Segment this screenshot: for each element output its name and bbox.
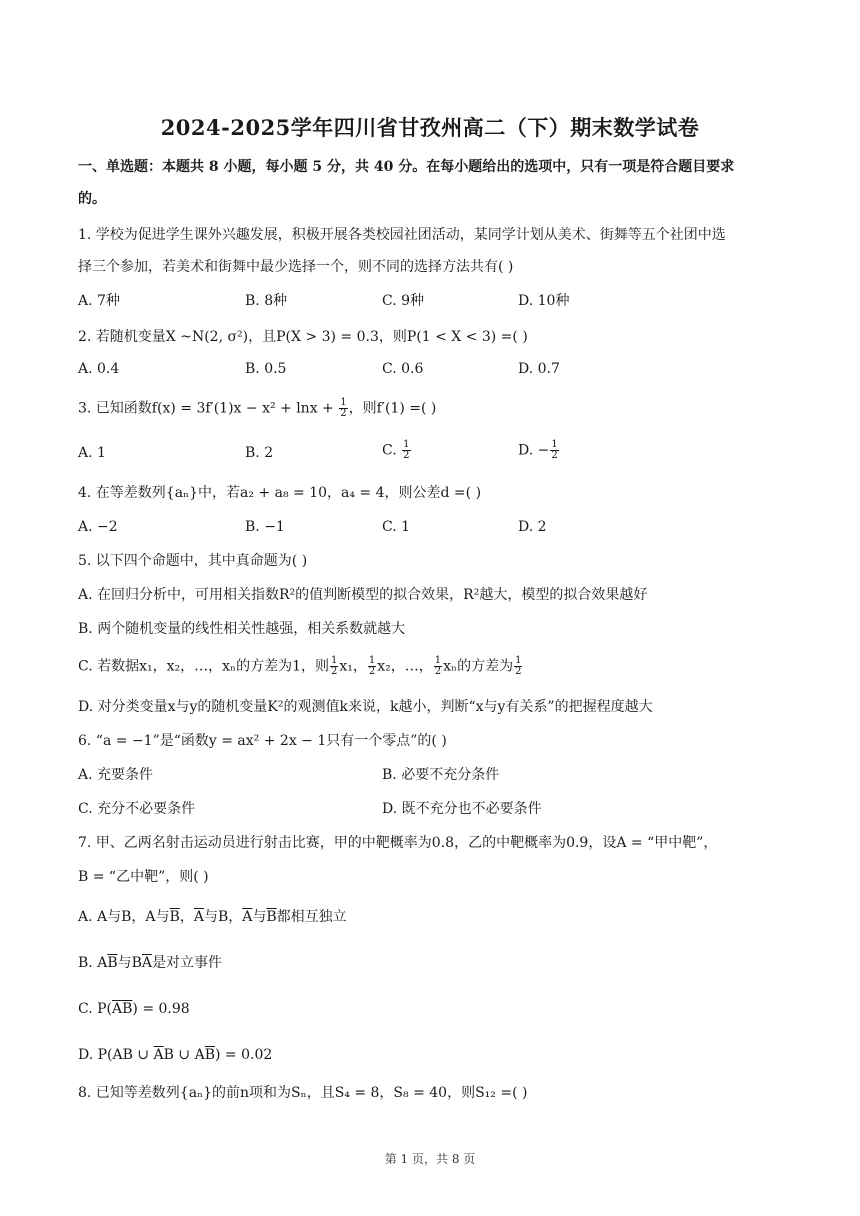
section-header-line1: 一、单选题：本题共 8 小题，每小题 5 分，共 40 分。在每小题给出的选项中，只有一项是符合题目要求 [78,159,735,175]
q2-option-b: B. 0.5 [245,361,287,377]
text: A. A与B，A与 [78,909,170,925]
q7-stem-line1: 7. 甲、乙两名射击运动员进行射击比赛，甲的中靶概率为0.8，乙的中靶概率为0.9，设A = “甲中靶”， [78,835,718,851]
q6-option-c: C. 充分不必要条件 [78,801,196,817]
q7-option-d [78,1046,272,1064]
fraction [368,656,376,677]
text: 与 [252,909,267,925]
q3-fraction [339,398,347,419]
complement: $\overline{AB}$ [112,1001,133,1017]
text: 与B， [203,909,243,925]
q7-option-a [78,908,347,926]
text: 与B [117,955,142,971]
q5-option-c-part4: xₙ的方差为 [443,658,514,675]
fraction-denominator: 2 [331,666,338,677]
q4-stem: 4. 在等差数列{aₙ}中，若a₂ + a₈ = 10，a₄ = 4，则公差d =( ) [78,485,482,501]
complement: $\overline{A}$ [153,1047,164,1063]
fraction-denominator: 2 [515,666,522,677]
text: ， [179,909,194,925]
page-footer: 第 1 页，共 8 页 [384,1152,476,1166]
fraction-numerator: 1 [515,655,522,666]
fraction-numerator: 1 [551,439,558,450]
q2-option-d: D. 0.7 [518,361,560,377]
section-header-line2: 的。 [78,191,106,207]
complement: $\overline{B}$ [266,909,277,925]
text: D. P(AB ∪ [78,1047,154,1063]
q6-option-a: A. 充要条件 [78,767,154,783]
fraction-denominator: 2 [368,666,376,677]
q4-option-c: C. 1 [382,519,411,535]
q3-option-d-fraction [550,440,558,461]
q5-option-c [78,656,523,677]
q7-option-b [78,954,222,972]
text: C. P( [78,1001,112,1017]
q2-stem: 2. 若随机变量X ~N(2, σ²)，且P(X > 3) = 0.3，则P(1 < X < 3) =( ) [78,329,528,345]
text: 是对立事件 [152,955,223,971]
q1-stem-line1: 1. 学校为促进学生课外兴趣发展，积极开展各类校园社团活动，某同学计划从美术、街舞等五个社团中选 [78,227,726,243]
q5-option-c-part1: C. 若数据x₁，x₂，…，xₙ的方差为1，则 [78,658,329,675]
q5-option-d: D. 对分类变量x与y的随机变量K²的观测值k来说，k越小，判断“x与y有关系”的把握程度越大 [78,699,653,715]
q6-stem: 6. “a = −1”是“函数y = ax² + 2x − 1只有一个零点”的( ) [78,733,447,749]
fraction-denominator: 2 [340,408,347,419]
q3-stem [78,398,436,419]
q2-option-a: A. 0.4 [78,361,120,377]
q3-option-c-label: C. [382,442,402,459]
q5-option-c-part2: x₁， [339,658,367,675]
q2-option-c: C. 0.6 [382,361,424,377]
complement: $\overline{A}$ [193,909,204,925]
q3-stem-b: ，则f′(1) =( ) [348,400,437,417]
fraction-numerator: 1 [368,655,376,666]
q5-stem: 5. 以下四个命题中，其中真命题为( ) [78,553,308,569]
q5-option-a: A. 在回归分析中，可用相关指数R²的值判断模型的拟合效果，R²越大，模型的拟合效果越好 [78,587,648,603]
q1-option-c: C. 9种 [382,293,425,309]
q3-option-c [382,440,412,461]
q5-option-c-part3: x₂，…， [377,658,433,675]
q3-option-c-fraction [402,440,410,461]
q7-option-c [78,1000,190,1018]
q4-option-a: A. −2 [78,519,118,535]
fraction-numerator: 1 [403,439,410,450]
q3-option-a: A. 1 [78,445,106,461]
q1-option-a: A. 7种 [78,293,120,309]
q6-option-b: B. 必要不充分条件 [382,767,500,783]
q4-option-d: D. 2 [518,519,547,535]
q3-option-d-label: D. − [518,442,550,459]
text: 都相互独立 [276,909,347,925]
fraction-numerator: 1 [331,655,338,666]
q1-option-d: D. 10种 [518,293,570,309]
text: ) = 0.98 [132,1001,190,1017]
q8-stem: 8. 已知等差数列{aₙ}的前n项和为Sₙ，且S₄ = 8，S₈ = 40，则S₁₂ =( ) [78,1085,528,1101]
fraction [330,656,338,677]
q1-stem-line2: 择三个参加，若美术和街舞中最少选择一个，则不同的选择方法共有( ) [78,259,514,275]
q6-option-d: D. 既不充分也不必要条件 [382,801,542,817]
fraction-numerator: 1 [340,397,347,408]
q7-stem-line2: B = “乙中靶”，则( ) [78,869,209,885]
fraction-numerator: 1 [434,655,442,666]
fraction [434,656,442,677]
complement: $\overline{A}$ [242,909,253,925]
q5-option-b: B. 两个随机变量的线性相关性越强，相关系数就越大 [78,621,406,637]
fraction-denominator: 2 [403,450,410,461]
text: B ∪ A [163,1047,205,1063]
q3-stem-a: 3. 已知函数f(x) = 3f′(1)x − x² + lnx + [78,400,339,417]
complement: $\overline{B}$ [204,1047,215,1063]
q1-option-b: B. 8种 [245,293,288,309]
fraction-denominator: 2 [551,450,558,461]
fraction-denominator: 2 [434,666,442,677]
complement: $\overline{B}$ [107,955,118,971]
fraction [514,656,522,677]
text: ) = 0.02 [215,1047,273,1063]
q3-option-d [518,440,560,461]
page-title: 2024-2025学年四川省甘孜州高二（下）期末数学试卷 [160,115,700,140]
complement: $\overline{B}$ [169,909,180,925]
complement: $\overline{A}$ [141,955,153,971]
q4-option-b: B. −1 [245,519,285,535]
text: B. A [78,955,108,971]
q3-option-b: B. 2 [245,445,274,461]
